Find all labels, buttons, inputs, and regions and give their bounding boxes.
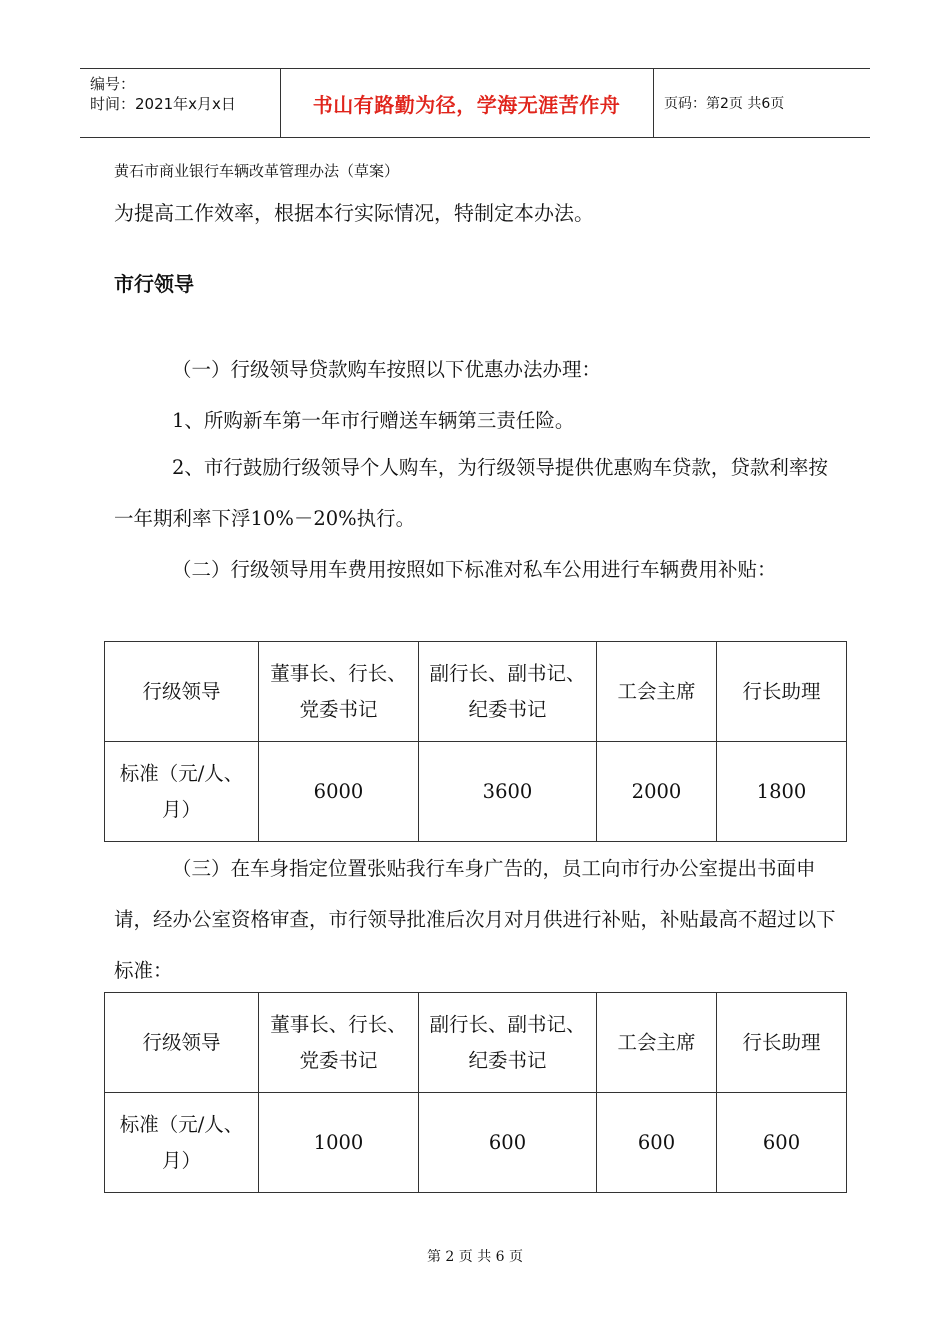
paragraph-5: （三）在车身指定位置张贴我行车身广告的，员工向市行办公室提出书面申请，经办公室资格审查，市行领导批准后次月对月供进行补贴，补贴最高不超过以下标准： <box>114 857 836 982</box>
subsidy-table-2 <box>104 992 847 1193</box>
table-header-cell: 董事长、行长、党委书记 <box>259 642 419 742</box>
table-cell: 1000 <box>259 1093 419 1193</box>
paragraph-2: 1、所购新车第一年市行赠送车辆第三责任险。 <box>172 409 575 432</box>
table-header-cell: 副行长、副书记、纪委书记 <box>419 993 597 1093</box>
paragraph-4: （二）行级领导用车费用按照如下标准对私车公用进行车辆费用补贴： <box>172 558 777 581</box>
header-motto: 书山有路勤为径，学海无涯苦作舟 <box>280 69 654 137</box>
paragraph-1: （一）行级领导贷款购车按照以下优惠办法办理： <box>172 358 602 381</box>
serial-label: 编号： <box>90 75 136 93</box>
page-header <box>80 68 870 138</box>
paragraph-3: 2、市行鼓励行级领导个人购车，为行级领导提供优惠购车贷款，贷款利率按一年期利率下浮10%－20%执行。 <box>114 456 828 530</box>
section-heading: 市行领导 <box>114 272 194 296</box>
table-header-cell: 行级领导 <box>105 993 259 1093</box>
subsidy-table-1 <box>104 641 847 842</box>
document-title: 黄石市商业银行车辆改革管理办法（草案） <box>114 162 400 180</box>
table-cell: 600 <box>717 1093 847 1193</box>
table-cell: 600 <box>597 1093 717 1193</box>
time-label: 时间：2021年x月x日 <box>90 95 236 113</box>
table-cell: 6000 <box>259 742 419 842</box>
table-header-cell: 行长助理 <box>717 642 847 742</box>
table-cell: 3600 <box>419 742 597 842</box>
table-cell: 1800 <box>717 742 847 842</box>
table-row <box>105 742 847 842</box>
table-row <box>105 1093 847 1193</box>
table-row <box>105 642 847 742</box>
header-page-info: 页码：第2页 共6页 <box>664 96 785 112</box>
table-cell: 600 <box>419 1093 597 1193</box>
header-meta <box>80 69 281 137</box>
table-header-cell: 行级领导 <box>105 642 259 742</box>
page-footer: 第 2 页 共 6 页 <box>426 1249 524 1265</box>
table-row-label: 标准（元/人、月） <box>105 1093 259 1193</box>
table-header-cell: 行长助理 <box>717 993 847 1093</box>
table-header-cell: 副行长、副书记、纪委书记 <box>419 642 597 742</box>
intro-text: 为提高工作效率，根据本行实际情况，特制定本办法。 <box>114 201 594 225</box>
table-header-cell: 工会主席 <box>597 993 717 1093</box>
table-row <box>105 993 847 1093</box>
table-row-label: 标准（元/人、月） <box>105 742 259 842</box>
table-header-cell: 董事长、行长、党委书记 <box>259 993 419 1093</box>
table-cell: 2000 <box>597 742 717 842</box>
table-header-cell: 工会主席 <box>597 642 717 742</box>
